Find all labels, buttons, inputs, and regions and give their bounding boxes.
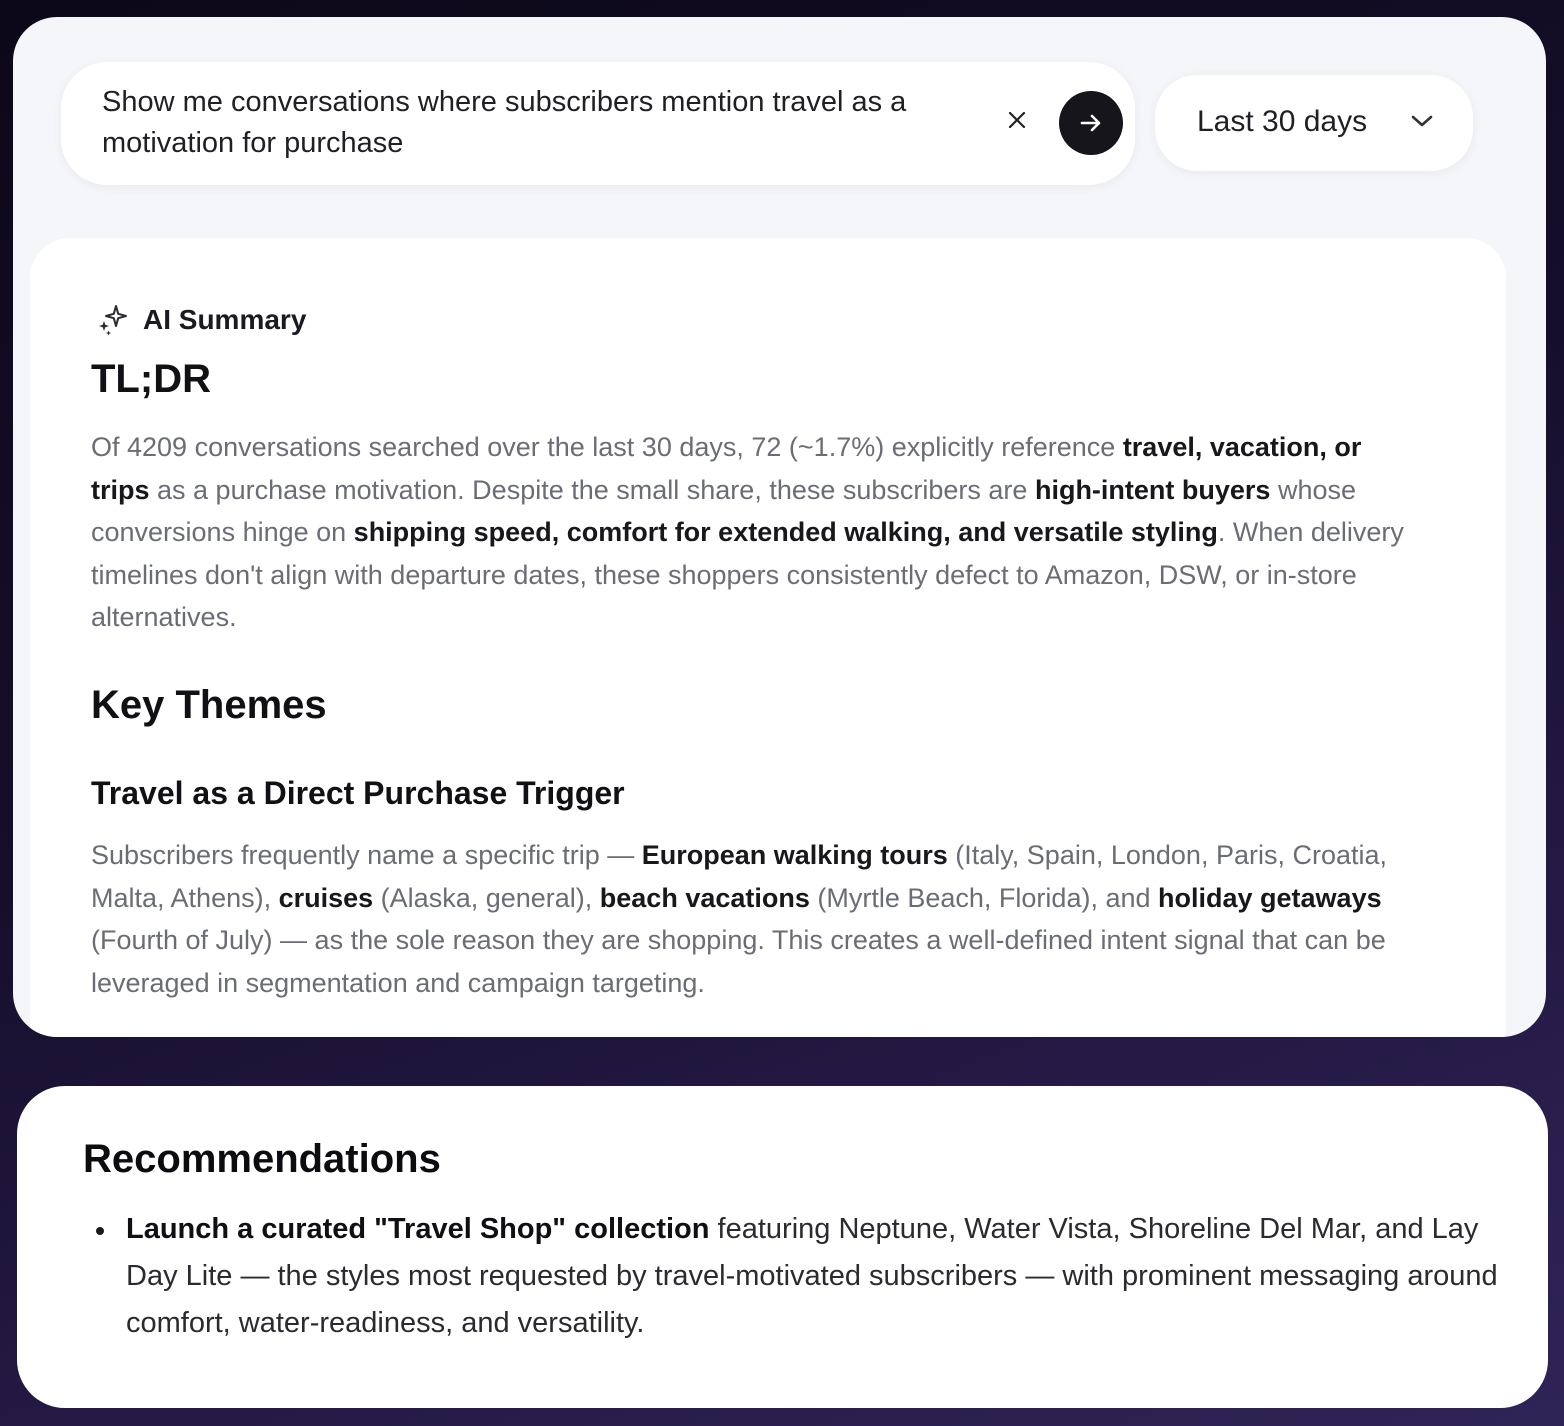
theme-emphasis: beach vacations <box>599 882 810 913</box>
tldr-text: Of 4209 conversations searched over the last 30 days, 72 (~1.7%) explicitly reference <box>91 432 1123 462</box>
tldr-emphasis: high-intent buyers <box>1034 474 1271 505</box>
date-range-dropdown[interactable] <box>1155 75 1473 171</box>
recommendations-heading: Recommendations <box>83 1137 441 1181</box>
theme-emphasis: cruises <box>278 882 374 913</box>
tldr-emphasis: travel, vacation, or trips <box>91 432 1362 505</box>
recommendation-text: featuring Neptune, Water Vista, Shoreline Del Mar, and Lay Day Lite — the styles most requested by travel-motivated subscribers — with prominent messaging around comfort, water-readiness, and versatility. <box>126 1213 1498 1339</box>
tldr-heading: TL;DR <box>91 357 211 401</box>
search-bar[interactable] <box>61 62 1135 185</box>
theme-text: (Alaska, general), <box>373 882 600 913</box>
recommendations-list <box>126 1206 1506 1347</box>
theme-text: (Italy, Spain, London, Paris, Croatia, Malta, Athens), <box>91 840 1388 913</box>
clear-search-button[interactable] <box>999 102 1035 138</box>
close-icon <box>1008 111 1026 129</box>
tldr-emphasis: shipping speed, comfort for extended walking, and versatile styling <box>353 517 1218 547</box>
theme-emphasis: European walking tours <box>641 840 948 870</box>
theme-text: (Fourth of July) — as the sole reason they are shopping. This creates a well-defined intent signal that can be leveraged in segmentation and campaign targeting. <box>91 925 1386 998</box>
theme-heading: Travel as a Direct Purchase Trigger <box>91 775 625 811</box>
tldr-text: whose conversions hinge on <box>91 474 1357 547</box>
recommendations-card <box>17 1086 1548 1408</box>
tldr-text: . When delivery timelines don't align with departure dates, these shoppers consistently defect to Amazon, DSW, or in-store alternatives. <box>91 517 1404 632</box>
ai-summary-badge <box>95 298 306 342</box>
theme-paragraph <box>91 834 1411 1004</box>
submit-search-button[interactable] <box>1059 91 1123 155</box>
ai-summary-card <box>30 238 1506 1037</box>
date-range-value: Last 30 days <box>1197 105 1368 138</box>
tldr-text: as a purchase motivation. Despite the small share, these subscribers are <box>149 474 1035 505</box>
theme-text: (Myrtle Beach, Florida), and <box>809 882 1159 913</box>
sparkles-icon <box>95 303 129 337</box>
tldr-paragraph <box>91 426 1411 639</box>
search-results-panel <box>13 17 1546 1037</box>
ai-summary-label: AI Summary <box>143 304 307 335</box>
theme-emphasis: holiday getaways <box>1158 882 1382 913</box>
chevron-down-icon <box>1409 111 1435 131</box>
arrow-right-icon <box>1077 109 1105 137</box>
key-themes-heading: Key Themes <box>91 683 327 727</box>
recommendation-item <box>126 1206 1506 1347</box>
search-input[interactable]: Show me conversations where subscribers mention travel as a motivation for purchase <box>102 86 907 159</box>
recommendation-emphasis: Launch a curated "Travel Shop" collection <box>126 1213 710 1245</box>
theme-text: Subscribers frequently name a specific trip — <box>91 840 642 870</box>
